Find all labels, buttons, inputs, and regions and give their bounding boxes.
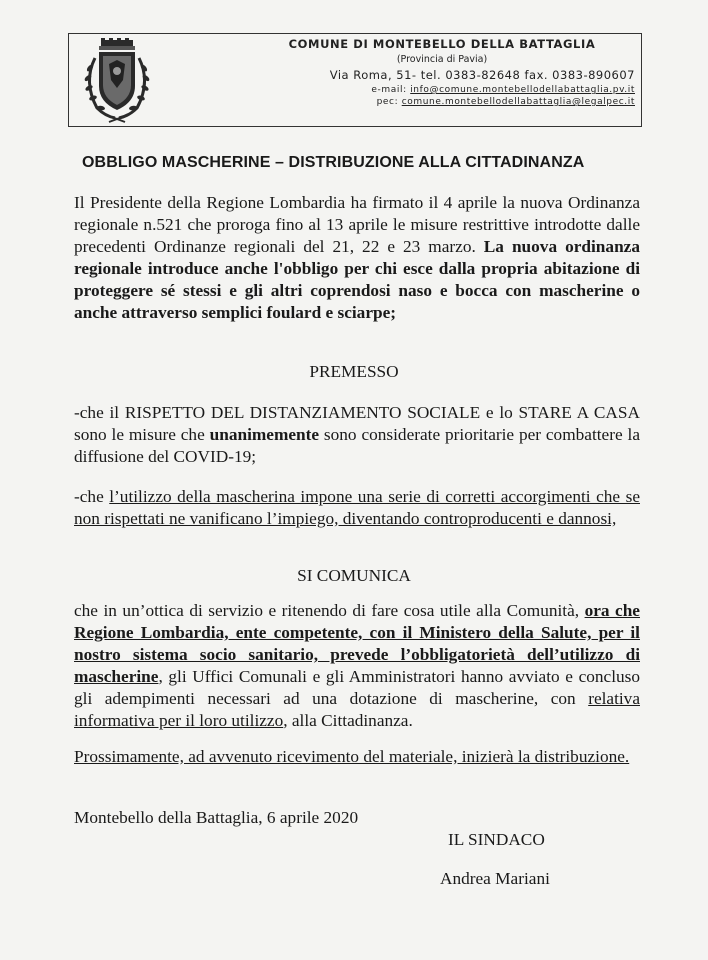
pec-link[interactable]: comune.montebellodellabattaglia@legalpec.it [401, 97, 635, 107]
municipal-crest-icon [79, 38, 155, 124]
premesso-heading: PREMESSO [309, 362, 399, 381]
document-title: OBBLIGO MASCHERINE – DISTRIBUZIONE ALLA CITTADINANZA [82, 154, 585, 171]
comunica-underlined: relativa informativa per il loro utilizzo [74, 689, 640, 730]
intro-text: Il Presidente della Regione Lombardia ha firmato il 4 aprile la nuova Ordinanza regionale n.521 che proroga fino al 13 aprile le misure restrittive introdotte dalle precedenti Ordinanze regionali del 21, 22 e 23 marzo. [74, 193, 640, 256]
province: (Provincia di Pavia) [396, 54, 488, 65]
letterhead-text [219, 37, 635, 107]
email-link[interactable]: info@comune.montebellodellabattaglia.pv.it [410, 85, 635, 95]
premesso-paragraph-2 [74, 486, 640, 530]
signature-name: Andrea Mariani [440, 869, 550, 888]
comunica-text-1: che in un’ottica di servizio e ritenendo di fare cosa utile alla Comunità, [74, 601, 585, 620]
pec-line [219, 97, 635, 107]
intro-bold-text: La nuova ordinanza regionale introduce anche l'obbligo per chi esce dalla propria abitazione di proteggere sé stessi e gli altri coprendosi naso e bocca con mascherine o anche attraverso semplici foulard e sciarpe; [74, 237, 640, 322]
municipality-name: COMUNE DI MONTEBELLO DELLA BATTAGLIA [288, 37, 596, 51]
comunica-bold-underlined: ora che Regione Lombardia, ente competente, con il Ministero della Salute, per il nostro sistema socio sanitario, prevede l’obbligatorietà dell’utilizzo di mascherine [74, 601, 640, 686]
premesso-2-underlined: l’utilizzo della mascherina impone una serie di corretti accorgimenti che se non rispettati ne vanificano l’impiego, diventando controproducenti e dannosi, [74, 487, 640, 528]
signature-title: IL SINDACO [448, 830, 545, 849]
email-label: e-mail: [371, 85, 407, 95]
address-line: Via Roma, 51- tel. 0383-82648 fax. 0383-890607 [329, 68, 635, 82]
place-date: Montebello della Battaglia, 6 aprile 2020 [74, 808, 359, 827]
pec-label: pec: [376, 97, 399, 107]
intro-paragraph [74, 192, 640, 324]
premesso-2-prefix: -che [74, 487, 110, 506]
comunica-paragraph [74, 600, 640, 732]
email-line [219, 85, 635, 95]
comunica-text-2: , gli Uffici Comunali e gli Amministratori hanno avviato e concluso gli adempimenti necessari ad una dotazione di mascherine, con [74, 667, 640, 708]
closing-paragraph: Prossimamente, ad avvenuto ricevimento del materiale, inizierà la distribuzione. [74, 747, 630, 766]
premesso-paragraph-1 [74, 402, 640, 468]
premesso-1-text-b: sono considerate prioritarie per combattere la diffusione del COVID-19; [74, 425, 640, 466]
letterhead [68, 33, 642, 127]
premesso-1-bold: unanimemente [209, 425, 320, 444]
comunica-heading: SI COMUNICA [297, 566, 411, 585]
comunica-text-3: , alla Cittadinanza. [283, 711, 413, 730]
premesso-1-text-a: -che il RISPETTO DEL DISTANZIAMENTO SOCIALE e lo STARE A CASA sono le misure che [74, 403, 640, 444]
